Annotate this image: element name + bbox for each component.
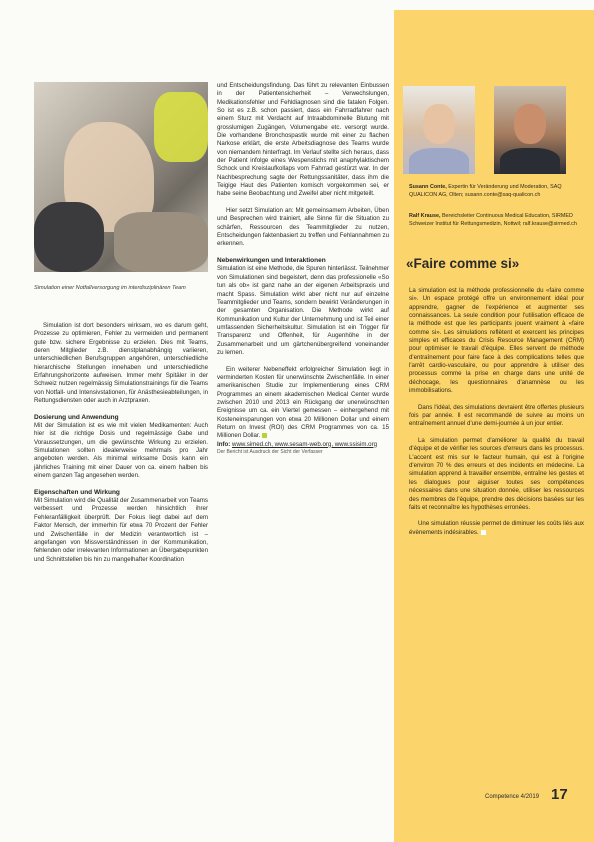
bio-ralf-krause: Ralf Krause, Bereichsleiter Continuous Medical Education, SIRMED Schweizer Institut für Rettungsmedizin, Nottwil; ralf.krause@sirmed.ch	[409, 213, 577, 227]
col2-paragraph-1: und Entscheidungsfindung. Das führt zu relevanten Einbussen in der Patientensicherheit – Verwechslungen, Medikationsfehler und Fehldiagnosen sind die fatalen Folgen. So ist es z.B. schon passiert, dass ein Fahrradfahrer nach einem Sturz mit Verdacht auf Intraabdominelle Blutung mit grosslumigen Zugängen, Volumengabe etc. versorgt wurde. Die vorhandene Bronchospastik wurde mit einer zu flachen Narkose erklärt, die erste Arbeitsdiagnose des Teams wurde von niemandem hinterfragt. Im Verlauf stellte sich heraus, dass der Patient infolge eines Wespenstichs mit anaphylaktischem Schock und Kreislaufkollaps vom Fahrrad gestürzt war. In der Nachbesprechung sagte der Rettungssanitäter, dass ihm die Teigige Haut des Patienten komisch vorgekommen sei, er habe seine Beobachtung und Zweifel aber nicht mitgeteilt.	[217, 82, 389, 198]
col2-paragraph-2: Hier setzt Simulation an: Mit gemeinsamem Arbeiten, Üben und Besprechen wird trainiert, alle Sinne für die Situation zu schärfen, Ressourcen des Teammitglieder zu nutzen, Entscheidungen faktenbasiert zu treffen und Fehlannahmen zu erkennen.	[217, 207, 389, 248]
bio-susann-conte: Susann Conte, Expertin für Veränderung und Moderation, SAQ QUALICON AG, Olten; susann.conte@saq-qualicon.ch	[409, 184, 562, 198]
simulation-photo	[34, 82, 208, 272]
sidebar-paragraph-1: La simulation est la méthode professionnelle du «faire comme si». Un espace protégé offre un environnement idéal pour apprendre, gagner de l'expérience et augmenter ses connaissances. La seule condition pour l'utilisation efficace de la méthode est que les participants jouent vraiment à «faire comme si». Les simulations reflètent et exercent les principes simples et efficaces du Crisis Resource Management (CRM) pour optimiser le travail d'équipe. Elles servent de méthode d'entraînement pour faire face à des complications telles que l'arrêt cardio-vasculaire, ou pour apprendre à utiliser des processus comme la prise en charge dans une unité de déchocage, les questionnaires d'anamnèse ou les immobilisations.	[409, 287, 584, 395]
col1-heading-dosierung: Dosierung und Anwendung	[34, 413, 119, 421]
portrait-susann-conte	[403, 86, 475, 174]
col1-heading-eigenschaften: Eigenschaften und Wirkung	[34, 488, 120, 496]
sidebar-paragraph-3: La simulation permet d'améliorer la qualité du travail d'équipe et de vérifier les sources d'erreurs dans les processus. L'accent est mis sur le facteur humain, qui est à l'origine d'environ 70 % des erreurs et des incidents en médecine. La simulation apprend à travailler ensemble, entraîne les gestes et les dialogues pour aiguiser toutes ses compétences nécessaires dans une situation donnée, utiliser les ressources des membres de l'équipe, prendre des décisions basées sur les faits et reconnaître les hypothèses erronées.	[409, 437, 584, 511]
sidebar-text	[409, 287, 584, 545]
issue-label: Competence 4/2019	[485, 794, 540, 800]
end-mark-icon	[262, 433, 267, 438]
col2-paragraph-4: Ein weiterer Nebeneffekt erfolgreicher Simulation liegt in verminderten Kosten für unerwünschte Zwischenfälle. In einer amerikanischen Studie zur Implementierung eines CRM Programmes an einem akademischen Medical Center wurde zwischen 2010 und 2013 ein Rückgang der unerwünschten Ereignisse um ca. ein Viertel gemessen – einhergehend mit Kosteneinsparungen von etwa 20 Millionen Dollar und einem Return on Invest (ROI) des CRM Programmes von ca. 15 Millionen Dollar.	[217, 365, 389, 440]
col2-heading-nebenwirkungen: Nebenwirkungen und Interaktionen	[217, 257, 326, 265]
portrait-ralf-krause	[494, 86, 566, 174]
sidebar-end-mark-icon	[481, 530, 486, 535]
col1-paragraph-2: Mit der Simulation ist es wie mit vielen Medikamenten: Auch hier ist die richtige Dosis und regelmässige Gabe und Voraussetzungen, um die gewünschte Wirkung zu erzielen. Simulationen sollten idealerweise mehrmals pro Jahr angeboten werden. Als minimal wirksame Dosis kann ein jährliches Training mit einer Dauer von ca. einem halben bis einem ganzen Tag angesehen werden.	[34, 422, 208, 480]
col2-paragraph-3: Simulation ist eine Methode, die Spuren hinterlässt. Teilnehmer von Simulationen sind begeistert, denn das professionelle «So tun als ob» ist ganz nahe an der eigenen Arbeitspraxis und macht Spass. Simulation wirkt aber nicht nur auf einzelne Teammitglieder und Teams, sondern bewirkt Veränderungen in der gesamten Organisation. Die Methode wirkt auf Kommunikation und Kultur der Unternehmung und ist Teil einer umfassenden Sicherheitskultur. Simulation ist ein Trigger für Transparenz und Offenheit, für Augenhöhe in der Zusammenarbeit und um gärtchenübergreifend voneinander zu lernen.	[217, 265, 389, 356]
column-1	[34, 322, 208, 572]
author-note: Der Bericht ist Ausdruck der Sicht der Verfasser	[217, 448, 323, 455]
sidebar-title: «Faire comme si»	[406, 256, 520, 271]
info-line: Info: www.simed.ch, www.sesam-web.org, www.ssisim.org	[217, 440, 378, 448]
info-links[interactable]: www.simed.ch, www.sesam-web.org, www.ssisim.org	[232, 440, 378, 448]
sidebar-paragraph-2: Dans l'idéal, des simulations devraient être offertes plusieurs fois par année. Il est recommandé de suivre au moins un entraînement annuel d'une demi-journée à un jour entier.	[409, 403, 584, 428]
sidebar-paragraph-4: Une simulation réussie permet de diminuer les coûts liés aux évènements indésirables.	[409, 520, 584, 536]
page-number: 17	[551, 786, 568, 803]
col1-paragraph-3: Mit Simulation wird die Qualität der Zusammenarbeit von Teams verbessert und Prozesse werden hinsichtlich ihrer Fehleranfälligkeit überprüft. Der Fokus liegt dabei auf dem Faktor Mensch, der immerhin für etwa 70 Prozent der Fehler und Zwischenfälle in der Medizin verantwortlich ist – angefangen von Missverständnissen in der Kommunikation, fehlenden oder irrelevanten Informationen an Übergabepunkten und Schnittstellen bis hin zu mangelhafter Koordination	[34, 497, 208, 563]
photo-caption: Simulation einer Notfallversorgung im interdisziplinären Team	[34, 285, 186, 291]
col1-paragraph-1: Simulation ist dort besonders wirksam, wo es darum geht, Prozesse zu optimieren, Fehler zu vermeiden und permanent gute bzw. sichere Ergebnisse zu erzielen. Dies mit Teams, deren Mitglieder z.B. dienstplanabhängig variieren, unterschiedlichen Berufsgruppen angehören, unterschiedliche hierarchische Stellungen innehaben und unterschiedliche Erfahrungshorizonte aufweisen. Immer mehr Spitäler in der Schweiz nutzen regelmässig Simulationstrainings für die Teams von Notfall- und Intensivstationen, für Anästhesieabteilungen, in Rettungsdiensten oder auch in Arztpraxen.	[34, 322, 208, 405]
column-2	[217, 82, 389, 456]
